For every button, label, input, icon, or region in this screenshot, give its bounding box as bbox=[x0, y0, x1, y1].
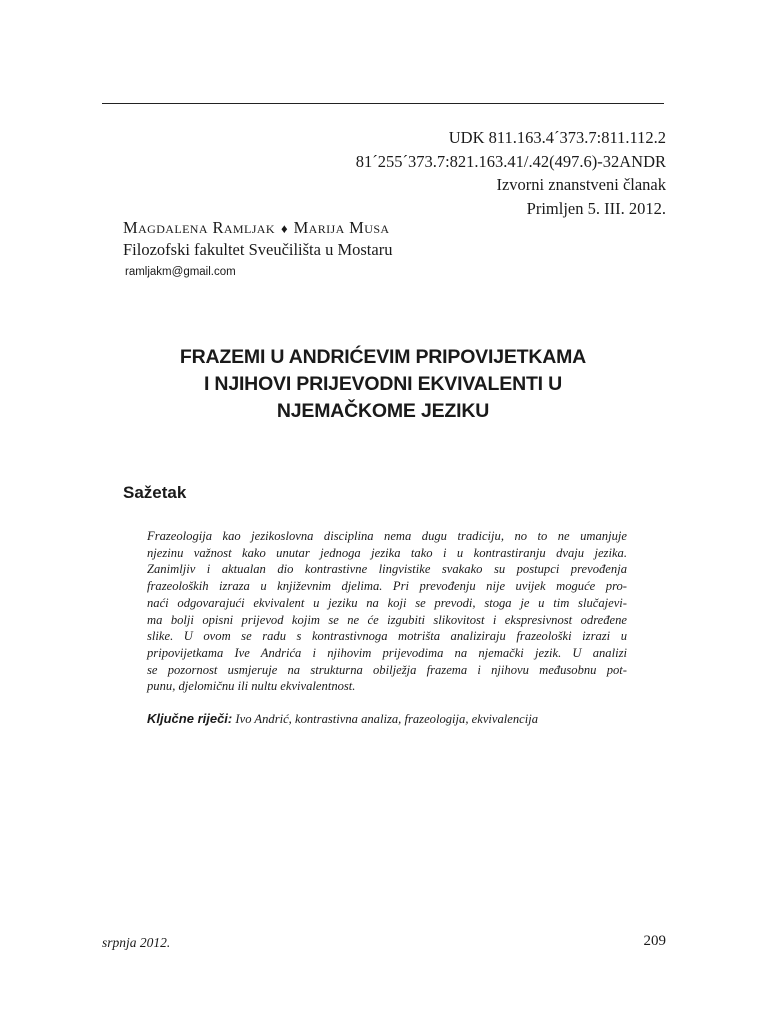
affiliation: Filozofski fakultet Sveučilišta u Mostaru bbox=[123, 240, 393, 259]
udk-line: 81´255´373.7:821.163.41/.42(497.6)-32ANDR bbox=[355, 151, 666, 171]
abstract-line: naći odgovarajući ekvivalent u jeziku na koji se prevodi, stoga je u tim slučajevi- bbox=[147, 595, 627, 610]
abstract-line: Frazeologija kao jezikoslovna disciplina nema dugu tradiciju, no to ne umanjuje bbox=[147, 529, 627, 543]
abstract-line: frazeoloških izraza u književnim djelima. Pri prevođenju nije uvijek moguće pro- bbox=[147, 579, 627, 594]
article-type: Izvorni znanstveni članak bbox=[496, 175, 666, 194]
diamond-separator-icon: ♦ bbox=[280, 221, 288, 236]
abstract-line: pripovijetkama Ive Andrića i njihovim prijevodima na njemački jezik. U analizi bbox=[147, 645, 627, 660]
author-line bbox=[123, 216, 389, 240]
page-number: 209 bbox=[643, 933, 666, 949]
article-title bbox=[102, 344, 664, 425]
keywords-line bbox=[147, 711, 538, 727]
abstract-line: Zanimljiv i aktualan dio kontrastivne lingvistike svakako su postupci prevođenja bbox=[147, 562, 627, 577]
title-line: FRAZEMI U ANDRIĆEVIM PRIPOVIJETKAMA bbox=[179, 346, 587, 368]
title-line: NJEMAČKOME JEZIKU bbox=[276, 400, 490, 422]
udk-line: UDK 811.163.4´373.7:811.112.2 bbox=[448, 128, 666, 147]
abstract-line: njezinu važnost kako unutar jednoga jezika tako i u kontrastiranju dvaju jezika. bbox=[147, 545, 627, 560]
abstract-line: punu, djelomičnu ili nultu ekvivalentnost. bbox=[147, 679, 356, 694]
header-rule bbox=[102, 103, 664, 104]
keywords-label: Ključne riječi: bbox=[147, 711, 233, 726]
abstract-line: ma bolji opisni prijevod kojim se ne će izgubiti slikovitost i ekspresivnost određene bbox=[147, 612, 627, 627]
author-name: Marija Musa bbox=[293, 218, 390, 237]
abstract-line: slike. U ovom se radu s kontrastivnoga motrišta analiziraju frazeološki izrazi u bbox=[147, 629, 627, 644]
abstract-body bbox=[147, 528, 627, 695]
author-name: Magdalena Ramljak bbox=[123, 218, 275, 237]
classification-block bbox=[356, 126, 666, 220]
received-date: Primljen 5. III. 2012. bbox=[526, 198, 666, 218]
abstract-line: se pozornost usmjeruje na strukturna obilježja frazema i njihovu međusobnu pot- bbox=[147, 662, 627, 677]
author-email: ramljakm@gmail.com bbox=[125, 266, 236, 278]
abstract-heading: Sažetak bbox=[123, 483, 187, 502]
keywords-text: Ivo Andrić, kontrastivna analiza, frazeologija, ekvivalencija bbox=[235, 712, 539, 726]
title-line: I NJIHOVI PRIJEVODNI EKVIVALENTI U bbox=[204, 373, 562, 395]
issue-date: srpnja 2012. bbox=[102, 935, 171, 950]
